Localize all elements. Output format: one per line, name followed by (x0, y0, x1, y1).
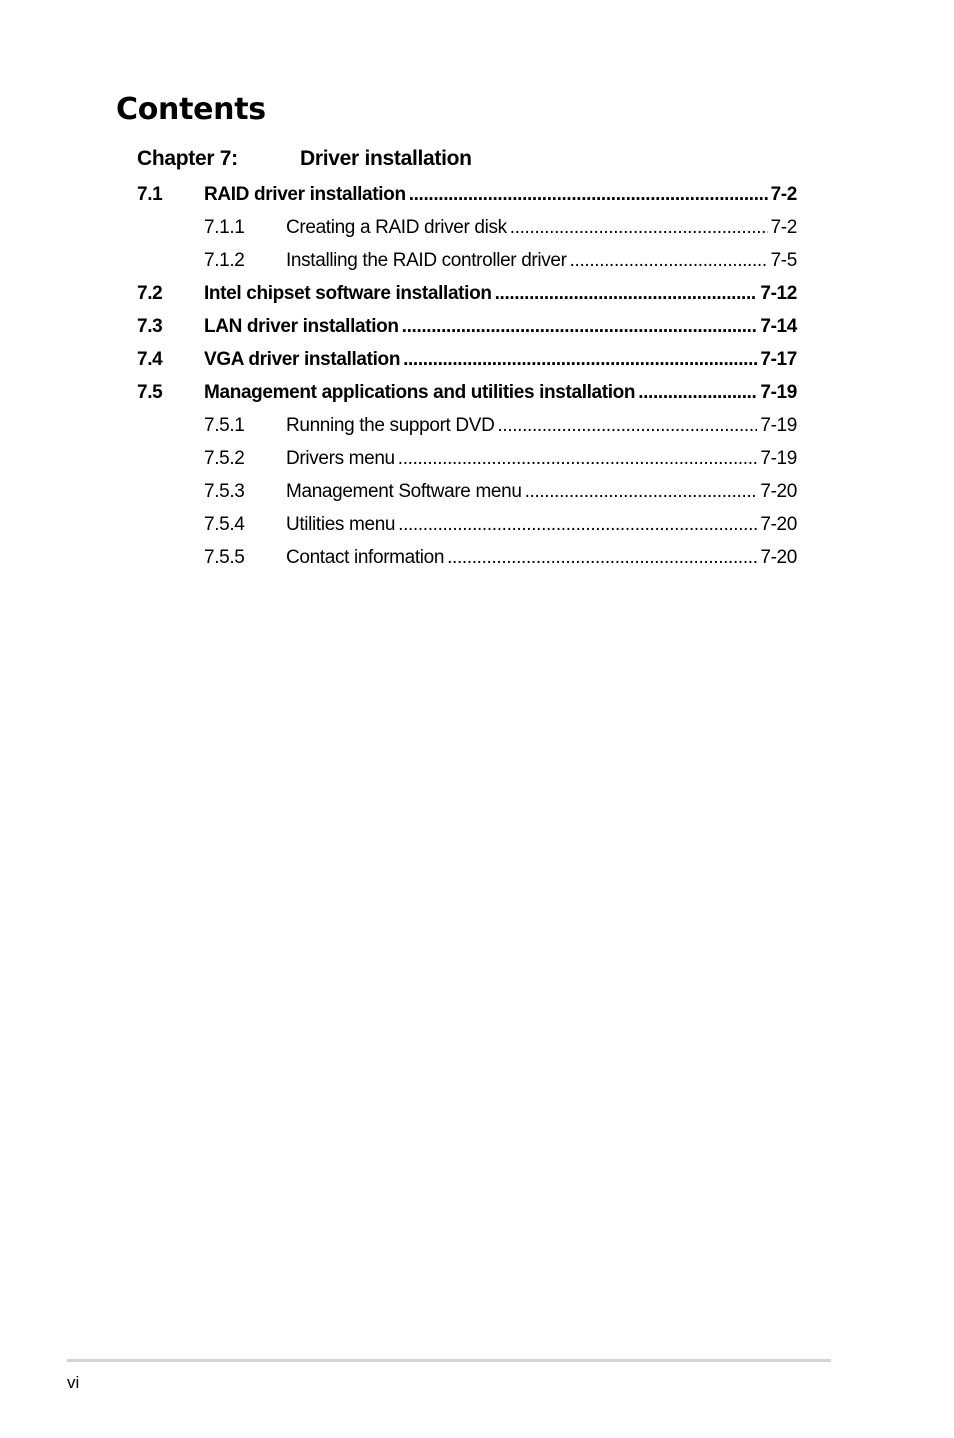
toc-entry[interactable] (137, 343, 797, 376)
toc-entry-page: 7-20 (760, 547, 797, 568)
toc-entry[interactable] (137, 541, 797, 574)
toc-entry-number: 7.3 (137, 316, 163, 337)
toc-entry-page: 7-19 (760, 415, 797, 436)
toc-entry-page: 7-12 (760, 283, 797, 304)
toc-entry-title: Intel chipset software installation (204, 283, 492, 304)
toc-entry[interactable] (137, 508, 797, 541)
toc-entry-line (204, 184, 797, 206)
toc-entry-line (286, 415, 797, 437)
toc-entry-page: 7-19 (760, 382, 797, 403)
page-title: Contents (116, 92, 266, 127)
toc-entry[interactable] (137, 277, 797, 310)
toc-entry-line (286, 250, 797, 272)
toc-leader-dots (525, 481, 758, 503)
toc-leader-dots (398, 514, 757, 536)
toc-entry[interactable] (137, 442, 797, 475)
toc-entry-number: 7.5.2 (204, 448, 245, 469)
toc-entry-title: Contact information (286, 547, 445, 568)
toc-entry-page: 7-19 (760, 448, 797, 469)
toc-entry-line (204, 382, 797, 404)
toc-entry-title: Management applications and utilities installation (204, 382, 636, 403)
toc-leader-dots (497, 415, 757, 437)
toc-leader-dots (495, 283, 758, 305)
toc-leader-dots (570, 250, 768, 272)
toc-entry-page: 7-17 (760, 349, 797, 370)
toc-entry-line (286, 547, 797, 569)
toc-entry-line (286, 481, 797, 503)
toc-entry-title: Management Software menu (286, 481, 522, 502)
toc-entry[interactable] (137, 178, 797, 211)
toc-entry-page: 7-20 (760, 481, 797, 502)
toc-leader-dots (409, 184, 768, 206)
toc-entry-number: 7.1 (137, 184, 163, 205)
toc-entry-title: LAN driver installation (204, 316, 399, 337)
chapter-name: Driver installation (300, 147, 472, 170)
toc-entry-number: 7.5.5 (204, 547, 245, 568)
footer-page-number: vi (67, 1373, 80, 1392)
toc-entry-number: 7.5.3 (204, 481, 245, 502)
toc-leader-dots (402, 316, 758, 338)
toc-entry-number: 7.2 (137, 283, 163, 304)
toc-entry-line (204, 349, 797, 371)
toc-entry-number: 7.1.2 (204, 250, 245, 271)
toc-entry-line (286, 448, 797, 470)
toc-leader-dots (638, 382, 757, 404)
toc-entry-title: RAID driver installation (204, 184, 406, 205)
toc-entry-page: 7-14 (760, 316, 797, 337)
toc-entry-line (204, 283, 797, 305)
toc-entry[interactable] (137, 244, 797, 277)
toc-entry-number: 7.1.1 (204, 217, 245, 238)
toc-entry-title: Utilities menu (286, 514, 396, 535)
toc-entry-page: 7-2 (770, 184, 797, 205)
toc-entry-number: 7.5.1 (204, 415, 245, 436)
toc-entry-page: 7-20 (760, 514, 797, 535)
toc-entry-line (286, 514, 797, 536)
toc-entry[interactable] (137, 211, 797, 244)
toc-entry[interactable] (137, 409, 797, 442)
toc-entry-number: 7.4 (137, 349, 163, 370)
toc-entry-line (204, 316, 797, 338)
toc-entry-number: 7.5.4 (204, 514, 245, 535)
chapter-number: Chapter 7: (137, 147, 238, 170)
toc-entry-title: Installing the RAID controller driver (286, 250, 567, 271)
footer-divider (67, 1359, 831, 1362)
toc-entry-line (286, 217, 797, 239)
toc-list (137, 178, 797, 574)
toc-entry-number: 7.5 (137, 382, 163, 403)
toc-entry-title: Creating a RAID driver disk (286, 217, 507, 238)
toc-leader-dots (447, 547, 757, 569)
toc-entry-title: Drivers menu (286, 448, 395, 469)
toc-entry[interactable] (137, 376, 797, 409)
toc-leader-dots (398, 448, 758, 470)
toc-entry[interactable] (137, 310, 797, 343)
toc-entry[interactable] (137, 475, 797, 508)
toc-entry-page: 7-5 (770, 250, 797, 271)
toc-leader-dots (403, 349, 757, 371)
toc-entry-title: VGA driver installation (204, 349, 401, 370)
toc-leader-dots (510, 217, 768, 239)
toc-entry-page: 7-2 (770, 217, 797, 238)
toc-entry-title: Running the support DVD (286, 415, 495, 436)
